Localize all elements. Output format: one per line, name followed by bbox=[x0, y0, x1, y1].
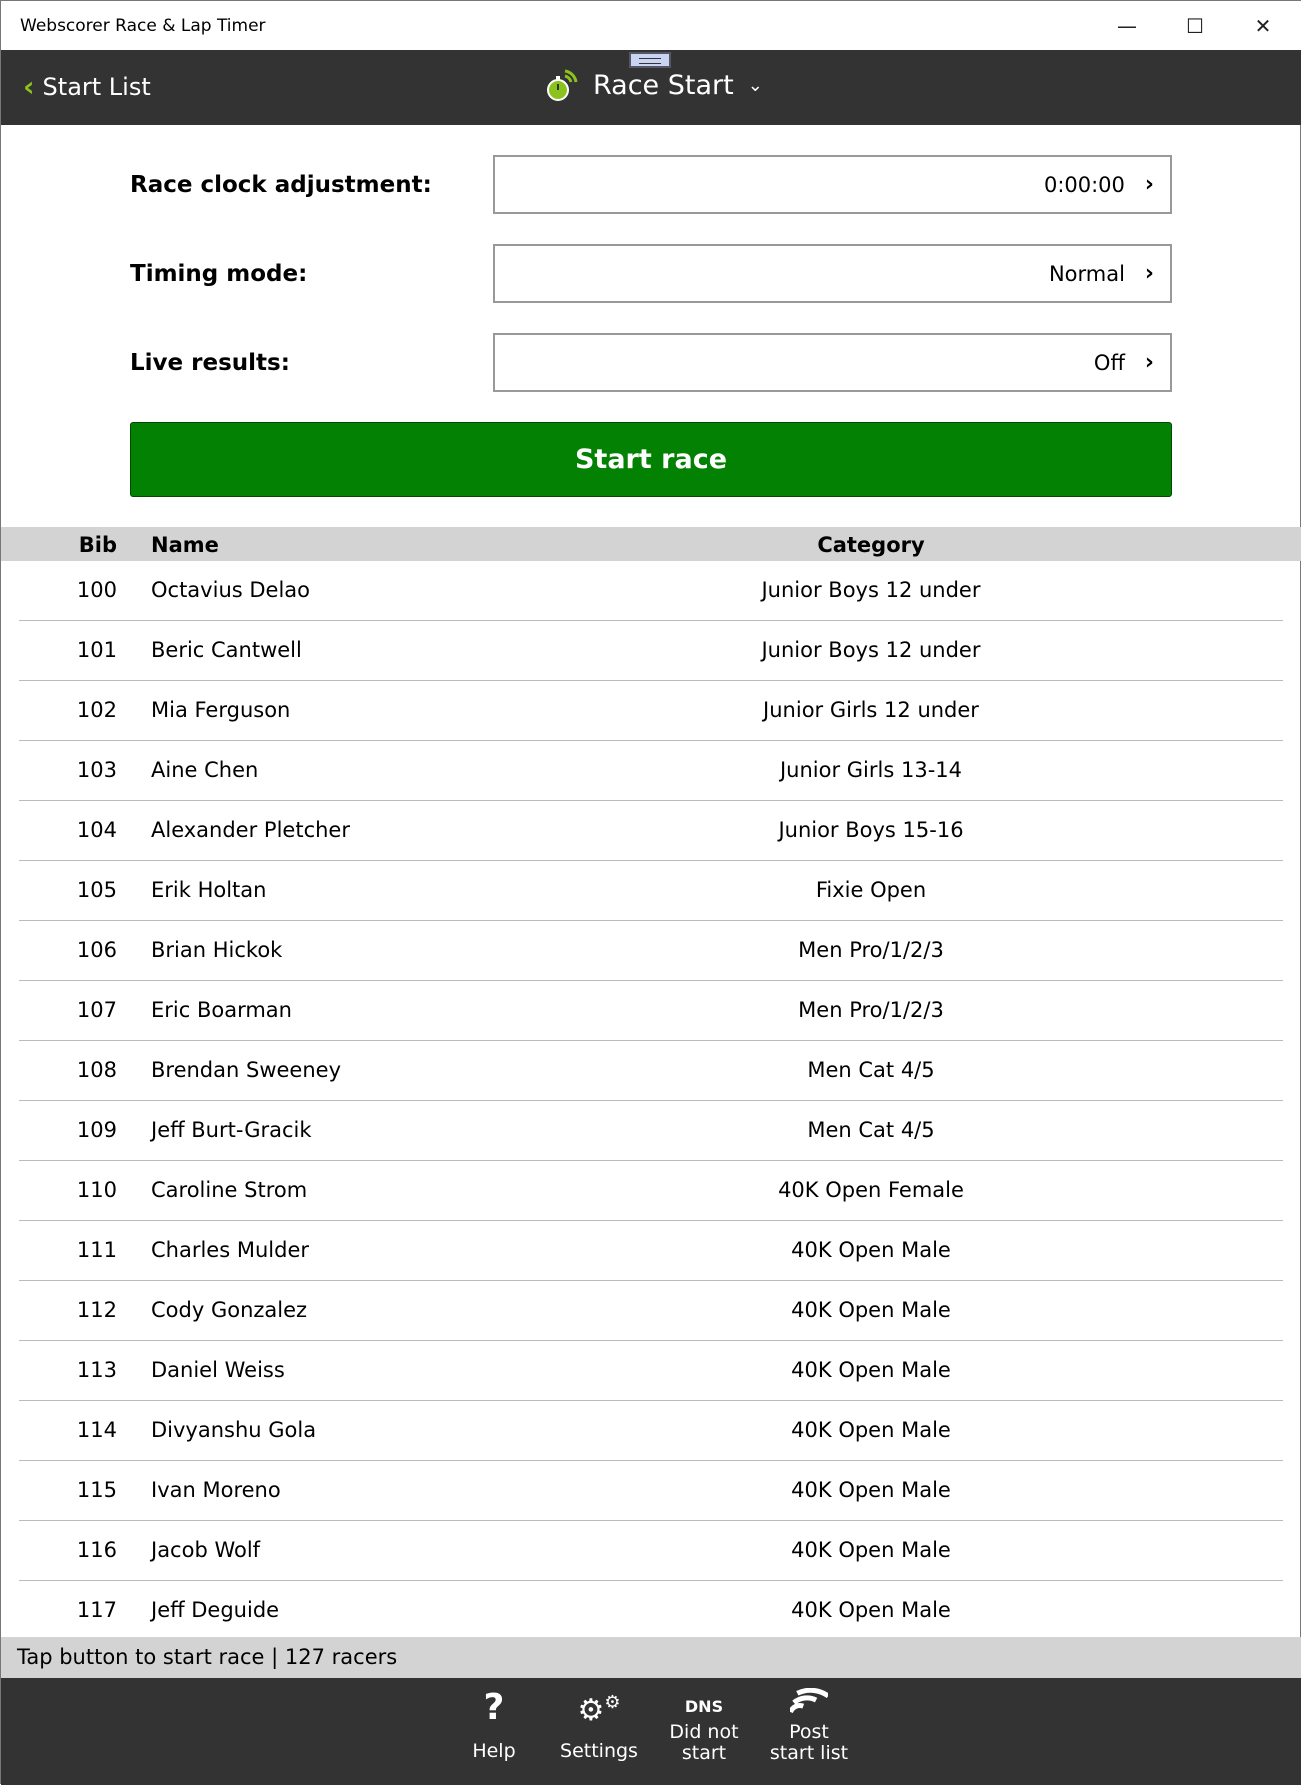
live-results-label: Live results: bbox=[130, 350, 290, 376]
name-cell: Jacob Wolf bbox=[151, 1538, 261, 1562]
category-cell: Men Cat 4/5 bbox=[807, 1058, 935, 1082]
bib-cell: 108 bbox=[76, 1058, 117, 1082]
status-bar: Tap button to start race | 127 racers bbox=[1, 1637, 1301, 1678]
header-name[interactable]: Name bbox=[151, 533, 219, 557]
table-row[interactable] bbox=[19, 1041, 1283, 1101]
category-cell: Fixie Open bbox=[815, 878, 927, 902]
table-row[interactable] bbox=[19, 1581, 1283, 1641]
table-row[interactable] bbox=[19, 621, 1283, 681]
timing-mode-label: Timing mode: bbox=[130, 261, 308, 287]
chevron-down-icon: ⌄ bbox=[747, 74, 763, 96]
chevron-right-icon: › bbox=[1144, 350, 1154, 375]
bib-cell: 107 bbox=[76, 998, 117, 1022]
name-cell: Divyanshu Gola bbox=[151, 1418, 317, 1442]
window-title: Webscorer Race & Lap Timer bbox=[20, 15, 266, 36]
bib-cell: 101 bbox=[76, 638, 117, 662]
help-icon: ? bbox=[483, 1687, 505, 1728]
chevron-right-icon: › bbox=[1144, 172, 1154, 197]
chevron-left-icon: ‹ bbox=[23, 70, 35, 103]
bib-cell: 117 bbox=[76, 1598, 117, 1622]
category-cell: Junior Girls 13-14 bbox=[779, 758, 963, 782]
post-label-1: Post bbox=[789, 1721, 829, 1743]
name-cell: Eric Boarman bbox=[151, 998, 292, 1022]
stopwatch-icon bbox=[545, 66, 579, 104]
dns-icon: DNS bbox=[684, 1697, 724, 1716]
name-cell: Octavius Delao bbox=[151, 578, 311, 602]
name-cell: Beric Cantwell bbox=[151, 638, 302, 662]
name-cell: Alexander Pletcher bbox=[151, 818, 350, 842]
post-label-2: start list bbox=[769, 1742, 849, 1764]
name-cell: Erik Holtan bbox=[151, 878, 267, 902]
category-cell: 40K Open Male bbox=[791, 1238, 951, 1262]
name-cell: Brendan Sweeney bbox=[151, 1058, 341, 1082]
table-row[interactable] bbox=[19, 741, 1283, 801]
bib-cell: 112 bbox=[76, 1298, 117, 1322]
category-cell: Men Pro/1/2/3 bbox=[798, 998, 944, 1022]
live-results-value: Off bbox=[1093, 350, 1125, 375]
settings-button[interactable] bbox=[549, 1678, 649, 1785]
timing-mode-value: Normal bbox=[1048, 261, 1125, 286]
table-row[interactable] bbox=[19, 921, 1283, 981]
table-row[interactable] bbox=[19, 1161, 1283, 1221]
category-cell: 40K Open Male bbox=[791, 1538, 951, 1562]
live-results-field[interactable] bbox=[493, 333, 1172, 392]
table-row[interactable] bbox=[19, 1461, 1283, 1521]
name-cell: Cody Gonzalez bbox=[151, 1298, 308, 1322]
start-race-button[interactable]: Start race bbox=[130, 422, 1172, 497]
race-clock-label: Race clock adjustment: bbox=[130, 172, 432, 198]
dns-label-1: Did not bbox=[669, 1721, 739, 1743]
category-cell: 40K Open Male bbox=[791, 1418, 951, 1442]
race-clock-value: 0:00:00 bbox=[1043, 172, 1125, 197]
back-button[interactable] bbox=[23, 70, 151, 103]
chevron-right-icon: › bbox=[1144, 261, 1154, 286]
bib-cell: 106 bbox=[76, 938, 117, 962]
bib-cell: 109 bbox=[76, 1118, 117, 1142]
category-cell: 40K Open Male bbox=[791, 1358, 951, 1382]
name-cell: Mia Ferguson bbox=[151, 698, 291, 722]
dns-label-2: start bbox=[681, 1742, 727, 1764]
bib-cell: 103 bbox=[76, 758, 117, 782]
category-cell: Men Pro/1/2/3 bbox=[798, 938, 944, 962]
bib-cell: 100 bbox=[76, 578, 117, 602]
race-clock-field[interactable] bbox=[493, 155, 1172, 214]
name-cell: Charles Mulder bbox=[151, 1238, 309, 1262]
page-title-dropdown[interactable] bbox=[545, 66, 763, 104]
help-label: Help bbox=[472, 1740, 516, 1762]
category-cell: 40K Open Male bbox=[791, 1298, 951, 1322]
bib-cell: 113 bbox=[76, 1358, 117, 1382]
bib-cell: 102 bbox=[76, 698, 117, 722]
category-cell: Junior Boys 12 under bbox=[761, 578, 981, 602]
table-row[interactable] bbox=[19, 1341, 1283, 1401]
table-row[interactable] bbox=[19, 1101, 1283, 1161]
category-cell: 40K Open Female bbox=[778, 1178, 964, 1202]
table-row[interactable] bbox=[19, 1401, 1283, 1461]
did-not-start-button[interactable] bbox=[654, 1678, 754, 1785]
table-row[interactable] bbox=[19, 801, 1283, 861]
category-cell: Men Cat 4/5 bbox=[807, 1118, 935, 1142]
bib-cell: 110 bbox=[76, 1178, 117, 1202]
app-header bbox=[1, 50, 1301, 125]
name-cell: Jeff Burt-Gracik bbox=[151, 1118, 312, 1142]
gears-icon: ⚙ ⚙ bbox=[577, 1692, 621, 1728]
bib-cell: 115 bbox=[76, 1478, 117, 1502]
table-row[interactable] bbox=[19, 861, 1283, 921]
name-cell: Caroline Strom bbox=[151, 1178, 308, 1202]
back-label: Start List bbox=[42, 72, 151, 101]
post-start-list-button[interactable] bbox=[759, 1678, 859, 1785]
name-cell: Jeff Deguide bbox=[151, 1598, 280, 1622]
bottom-toolbar bbox=[1, 1678, 1301, 1785]
header-bib[interactable]: Bib bbox=[78, 533, 117, 557]
bib-cell: 104 bbox=[76, 818, 117, 842]
settings-label: Settings bbox=[560, 1740, 638, 1762]
table-row[interactable] bbox=[19, 561, 1283, 621]
table-header bbox=[1, 527, 1301, 561]
category-cell: Junior Boys 15-16 bbox=[778, 818, 964, 842]
timing-mode-field[interactable] bbox=[493, 244, 1172, 303]
close-button[interactable]: ✕ bbox=[1254, 13, 1272, 38]
name-cell: Brian Hickok bbox=[151, 938, 283, 962]
category-cell: 40K Open Male bbox=[791, 1478, 951, 1502]
name-cell: Aine Chen bbox=[151, 758, 259, 782]
help-button[interactable] bbox=[444, 1678, 544, 1785]
name-cell: Daniel Weiss bbox=[151, 1358, 285, 1382]
bib-cell: 116 bbox=[76, 1538, 117, 1562]
bib-cell: 105 bbox=[76, 878, 117, 902]
table-row[interactable] bbox=[19, 981, 1283, 1041]
category-cell: Junior Boys 12 under bbox=[761, 638, 981, 662]
title-bar bbox=[1, 1, 1301, 50]
page-title: Race Start bbox=[593, 69, 734, 101]
wifi-signal-icon bbox=[759, 1678, 859, 1722]
table-row[interactable] bbox=[19, 1221, 1283, 1281]
table-row[interactable] bbox=[19, 1521, 1283, 1581]
category-cell: Junior Girls 12 under bbox=[763, 698, 979, 722]
table-row[interactable] bbox=[19, 681, 1283, 741]
bib-cell: 114 bbox=[76, 1418, 117, 1442]
category-cell: 40K Open Male bbox=[791, 1598, 951, 1622]
table-row[interactable] bbox=[19, 1281, 1283, 1341]
minimize-button[interactable]: — bbox=[1117, 13, 1137, 38]
header-category[interactable]: Category bbox=[817, 533, 925, 557]
maximize-button[interactable]: ☐ bbox=[1186, 13, 1204, 38]
name-cell: Ivan Moreno bbox=[151, 1478, 281, 1502]
bib-cell: 111 bbox=[76, 1238, 117, 1262]
